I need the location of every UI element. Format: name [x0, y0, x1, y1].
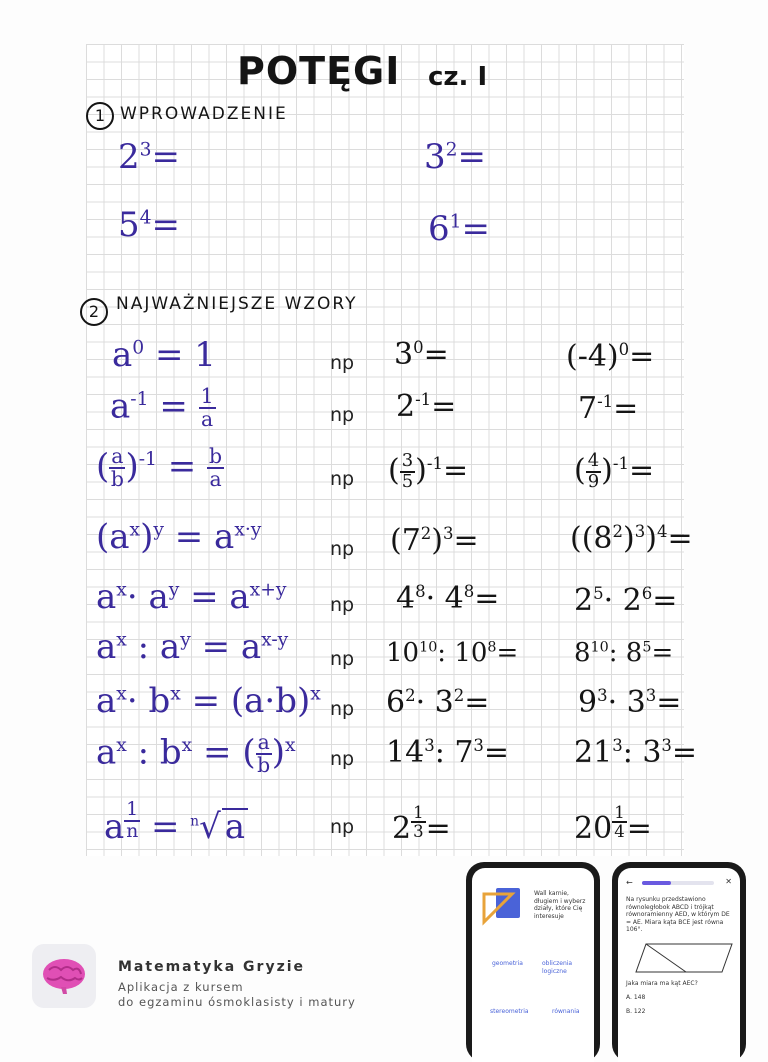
- tagline-line-1: Aplikacja z kursem: [118, 980, 244, 994]
- app-logo[interactable]: [32, 944, 96, 1008]
- example-3-b: ( $\frac{4}{9}$ )$^{-1}$=: [574, 450, 655, 492]
- np-label: np: [330, 404, 355, 426]
- np-label: np: [330, 538, 355, 560]
- brand-name: Matematyka Gryzie: [118, 959, 306, 975]
- intro-expr-3: $5^4=$: [118, 205, 181, 245]
- phone-mockup-2: [612, 862, 746, 1062]
- back-arrow-icon[interactable]: ←: [626, 878, 633, 887]
- formula-negative-exponent: $a^{-1}$ = $\frac{1}{a}$: [110, 384, 214, 432]
- example-8-a: $14^3$: $7^3=$: [386, 735, 510, 770]
- formula-product-same-exponent: $a^x\cdot b^x = (a\cdot b)^x$: [96, 681, 321, 721]
- np-label: np: [330, 698, 355, 720]
- tagline-line-2: do egzaminu ósmoklasisty i matury: [118, 995, 356, 1009]
- phone2-option-b[interactable]: B. 122: [626, 1008, 646, 1015]
- phone-screen-1: [472, 868, 594, 1062]
- quiz-progress-fill: [642, 881, 671, 885]
- example-5-a: $4^8\cdot 4^8=$: [396, 581, 500, 616]
- formula-quotient-same-exponent: $a^x$ : $b^x$ = ( $\frac{a}{b}$ )$^x$: [96, 730, 296, 778]
- intro-expr-4: $6^1=$: [428, 209, 491, 249]
- example-2-b: $7^{-1}=$: [578, 391, 639, 426]
- formula-root: a $^{\frac{1}{n}}$ = $^n$√ a: [104, 800, 248, 844]
- close-icon[interactable]: ✕: [725, 877, 732, 886]
- phone2-ask: Jaka miara ma kąt AEC?: [626, 980, 698, 987]
- example-8-b: $21^3$: $3^3=$: [574, 735, 698, 770]
- example-4-a: $(7^2)^3=$: [390, 523, 479, 558]
- formula-zero-exponent: $a^0 = 1$: [112, 335, 216, 375]
- section-number-2: 2: [80, 298, 108, 326]
- phone1-item-stereometry: stereometria: [490, 1008, 529, 1015]
- section-number-1: 1: [86, 102, 114, 130]
- np-label: np: [330, 648, 355, 670]
- example-6-a: $10^{10}$: $10^8=$: [386, 638, 519, 668]
- phone2-option-a[interactable]: A. 148: [626, 994, 646, 1001]
- phone-screen-2: [618, 868, 740, 1062]
- phone2-question: Na rysunku przedstawiono równoległobok ABCD i trójkąt równoramienny AED, w którym DE = AE. Miara kąta BCE jest równa 106°.: [626, 896, 730, 933]
- example-9-a: 2 $^{\frac{1}{3}}$ =: [392, 803, 451, 846]
- example-1-b: $(-4)^0=$: [566, 339, 655, 374]
- example-7-b: $9^3\cdot 3^3=$: [578, 685, 682, 720]
- np-label: np: [330, 748, 355, 770]
- example-9-b: 20 $^{\frac{1}{4}}$ =: [574, 803, 652, 846]
- geometry-tools-icon: [482, 884, 526, 928]
- formula-quotient-same-base: $a^x$ : $a^y = a^{x-y}$: [96, 627, 289, 667]
- phone1-item-equations: równania: [552, 1008, 580, 1015]
- np-label: np: [330, 594, 355, 616]
- phone1-item-logic: obliczenia logiczne: [542, 960, 573, 975]
- parallelogram-diagram: [626, 940, 734, 976]
- part-label: cz. I: [428, 62, 488, 92]
- phone1-item-geometry: geometria: [492, 960, 523, 967]
- example-6-b: $8^{10}$: $8^5=$: [574, 638, 674, 668]
- section-heading-1: WPROWADZENIE: [120, 104, 288, 124]
- page-title: POTĘGI: [237, 49, 401, 93]
- quiz-progress-bar: [642, 881, 714, 885]
- phone1-prompt: Wall karnie, długiem i wyberz działy, które Cię interesuje: [534, 890, 586, 920]
- example-2-a: $2^{-1}=$: [396, 389, 457, 424]
- example-3-a: ( $\frac{3}{5}$ )$^{-1}$=: [388, 450, 469, 492]
- np-label: np: [330, 816, 355, 838]
- example-4-b: $((8^2)^3)^4=$: [570, 521, 693, 556]
- example-7-a: $6^2\cdot 3^2=$: [386, 685, 490, 720]
- formula-product-same-base: $a^x\cdot a^y = a^{x+y}$: [96, 577, 287, 617]
- brain-icon: [39, 956, 89, 996]
- intro-expr-1: $2^3=$: [118, 137, 181, 177]
- formula-fraction-negative-exponent: ( $\frac{a}{b}$ )$^{-1}$ = $\frac{b}{a}$: [96, 444, 223, 492]
- example-5-b: $2^5\cdot 2^6=$: [574, 583, 678, 618]
- intro-expr-2: $3^2=$: [424, 137, 487, 177]
- np-label: np: [330, 468, 355, 490]
- phone-mockup-1: [466, 862, 600, 1062]
- example-1-a: $3^0=$: [394, 337, 449, 372]
- formula-power-of-power: $(a^x)^y = a^{x\cdot y}$: [96, 517, 262, 557]
- np-label: np: [330, 352, 355, 374]
- section-heading-2: NAJWAŻNIEJSZE WZORY: [116, 294, 358, 314]
